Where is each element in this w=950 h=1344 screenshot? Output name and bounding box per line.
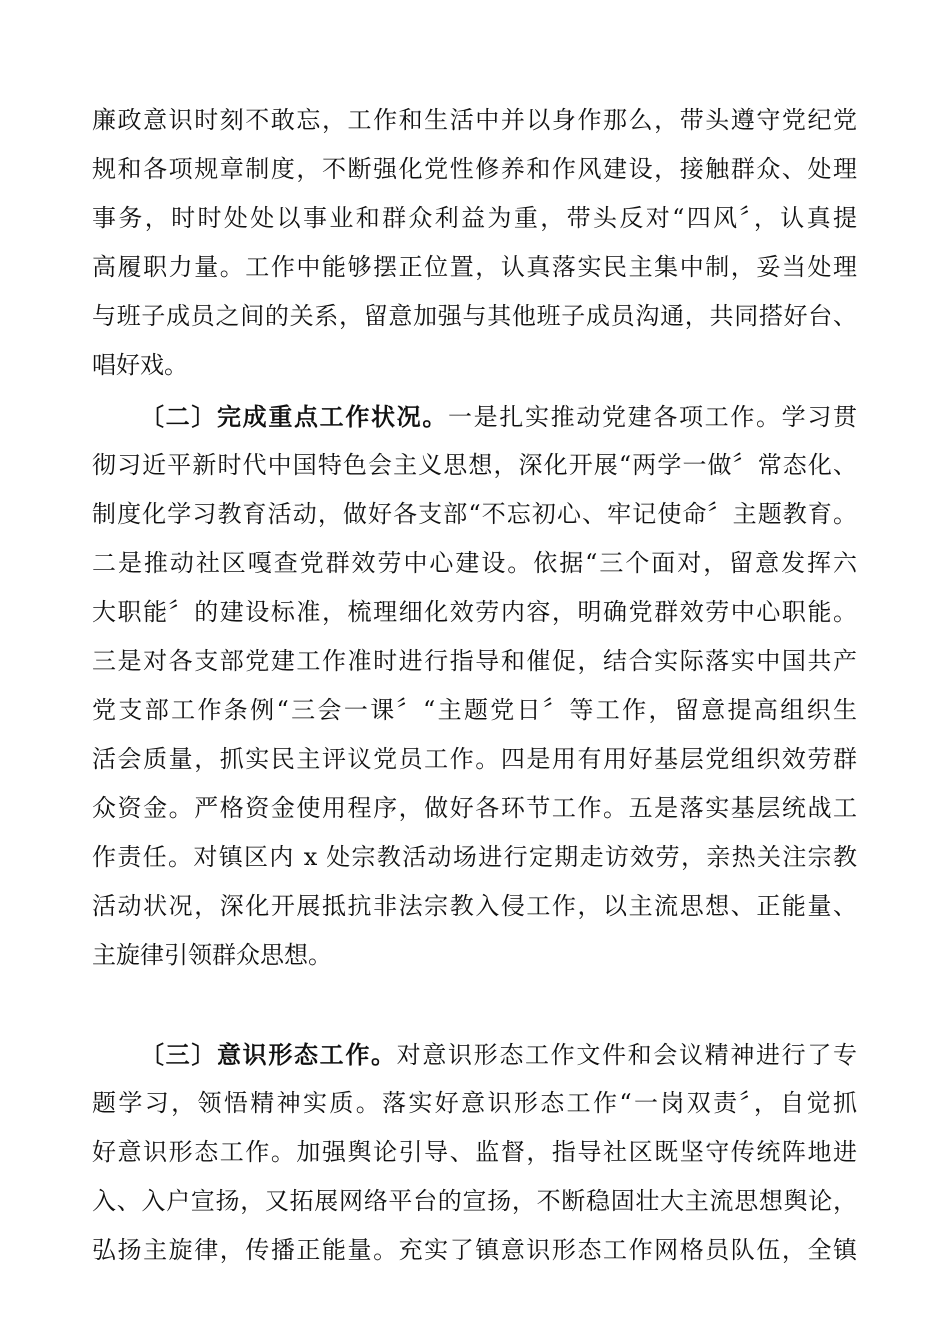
paragraph-line: 题学习，领悟精神实质。落实好意识形态工作“一岗双责〞，自觉抓 (92, 1089, 857, 1117)
paragraph-line: 二是推动社区嘎查党群效劳中心建设。依据“三个面对，留意发挥六 (92, 549, 857, 577)
section-heading-3: 〔三〕意识形态工作。 (140, 1040, 397, 1069)
paragraph-line: 事务，时时处处以事业和群众利益为重，带头反对“四风〞，认真提 (92, 204, 857, 232)
paragraph-line: 活动状况，深化开展抵抗非法宗教入侵工作，以主流思想、正能量、 (92, 892, 857, 920)
paragraph-line: 活会质量，抓实民主评议党员工作。四是用有用好基层党组织效劳群 (92, 745, 857, 773)
paragraph-line: 高履职力量。工作中能够摆正位置，认真落实民主集中制，妥当处理 (92, 253, 857, 281)
paragraph-line: 作责任。对镇区内 x 处宗教活动场进行定期走访效劳，亲热关注宗教 (92, 843, 857, 871)
paragraph-line: 入、入户宣扬，又拓展网络平台的宣扬，不断稳固壮大主流思想舆论， (92, 1187, 857, 1215)
paragraph-integrity (92, 96, 857, 390)
paragraph-line: 好意识形态工作。加强舆论引导、监督，指导社区既坚守传统阵地进 (92, 1138, 857, 1166)
paragraph-ideology (92, 1030, 857, 1275)
paragraph-first-line (92, 392, 857, 441)
paragraph-key-work (92, 392, 857, 980)
paragraph-line: 制度化学习教育活动，做好各支部“不忘初心、牢记使命〞主题教育。 (92, 500, 857, 528)
paragraph-line: 弘扬主旋律，传播正能量。充实了镇意识形态工作网格员队伍，全镇 (92, 1236, 857, 1264)
paragraph-first-line-text: 对意识形态工作文件和会议精神进行了专 (396, 1041, 857, 1069)
paragraph-line: 主旋律引领群众思想。 (92, 941, 332, 969)
section-heading-2: 〔二〕完成重点工作状况。 (140, 402, 448, 431)
paragraph-line: 大职能〞的建设标准，梳理细化效劳内容，明确党群效劳中心职能。 (92, 598, 857, 626)
paragraph-first-line (92, 1030, 857, 1079)
paragraph-line: 三是对各支部党建工作准时进行指导和催促，结合实际落实中国共产 (92, 647, 857, 675)
paragraph-line: 与班子成员之间的关系，留意加强与其他班子成员沟通，共同搭好台、 (92, 302, 857, 330)
paragraph-line: 廉政意识时刻不敢忘，工作和生活中并以身作那么，带头遵守党纪党 (92, 106, 857, 134)
paragraph-line: 众资金。严格资金使用程序，做好各环节工作。五是落实基层统战工 (92, 794, 857, 822)
paragraph-line: 彻习近平新时代中国特色会主义思想，深化开展“两学一做〞常态化、 (92, 451, 857, 479)
paragraph-line: 规和各项规章制度，不断强化党性修养和作风建设，接触群众、处理 (92, 155, 857, 183)
paragraph-line: 党支部工作条例“三会一课〞“主题党日〞等工作，留意提高组织生 (92, 696, 857, 724)
paragraph-line: 唱好戏。 (92, 351, 188, 379)
paragraph-first-line-text: 一是扎实推动党建各项工作。学习贯 (448, 403, 857, 431)
